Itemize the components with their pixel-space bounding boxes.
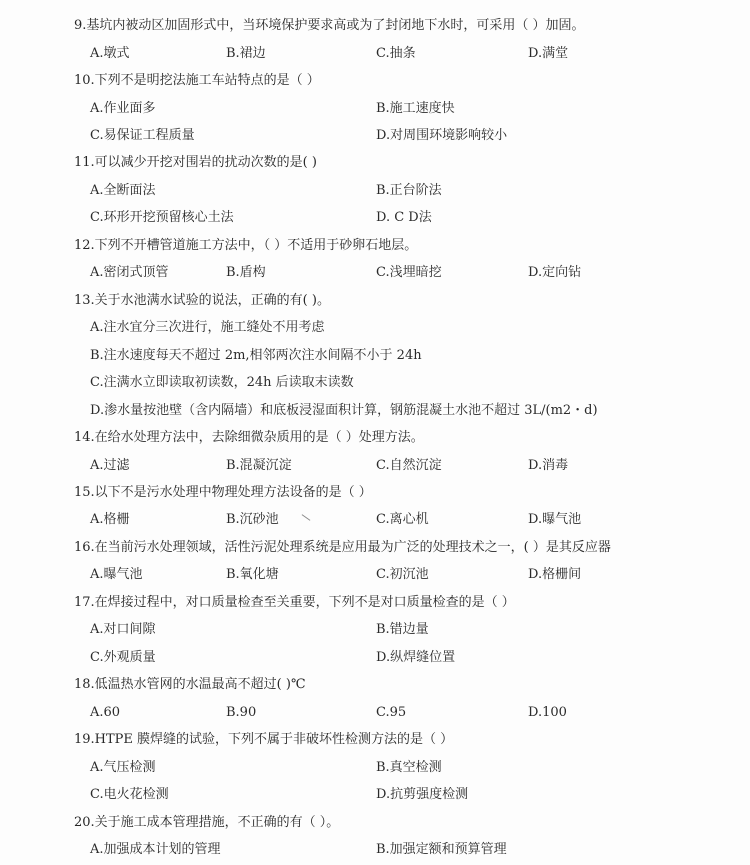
question-19-option-c: C.电火花检测 [90, 787, 169, 802]
question-10-option-a: A.作业面多 [90, 101, 156, 116]
question-9-option-d: D.满堂 [528, 46, 569, 61]
question-12-text: 12.下列不开槽管道施工方法中，（ ）不适用于砂卵石地层。 [74, 238, 418, 253]
question-11-text: 11.可以减少开挖对围岩的扰动次数的是( ) [74, 155, 317, 170]
question-14-option-c: C.自然沉淀 [376, 458, 442, 473]
question-9-option-b: B.裙边 [226, 46, 266, 61]
question-18-option-b: B.90 [226, 705, 257, 720]
question-17-option-d: D.纵焊缝位置 [376, 650, 456, 665]
question-16-option-a: A.曝气池 [90, 567, 143, 582]
question-12-option-a: A.密闭式顶管 [90, 265, 169, 280]
question-18-option-c: C.95 [376, 705, 407, 720]
question-10-option-b: B.施工速度快 [376, 101, 455, 116]
question-20-text: 20.关于施工成本管理措施，不正确的有（ ）。 [74, 815, 340, 830]
question-13-option-a: A.注水宜分三次进行，施工缝处不用考虑 [90, 320, 325, 335]
question-13-option-b: B.注水速度每天不超过 2m,相邻两次注水间隔不小于 24h [90, 348, 422, 363]
question-19-option-b: B.真空检测 [376, 760, 442, 775]
question-15-option-b: B.沉砂池 [226, 512, 279, 527]
question-13-text: 13.关于水池满水试验的说法，正确的有( )。 [74, 293, 330, 308]
question-15-option-c: C.离心机 [376, 512, 429, 527]
question-20-option-b: B.加强定额和预算管理 [376, 842, 507, 857]
question-11-option-d: D. C D法 [376, 210, 432, 225]
question-12-option-d: D.定向钻 [528, 265, 582, 280]
question-18-option-d: D.100 [528, 705, 567, 720]
question-11-option-c: C.环形开挖预留核心土法 [90, 210, 234, 225]
question-10-text: 10.下列不是明挖法施工车站特点的是（ ） [74, 73, 320, 88]
question-9-option-a: A.墩式 [90, 46, 130, 61]
question-19-option-d: D.抗剪强度检测 [376, 787, 469, 802]
question-10-option-c: C.易保证工程质量 [90, 128, 195, 143]
question-12-option-c: C.浅埋暗挖 [376, 265, 442, 280]
question-14-text: 14.在给水处理方法中，去除细微杂质用的是（ ）处理方法。 [74, 430, 424, 445]
question-11-option-a: A.全断面法 [90, 183, 156, 198]
question-15-option-a: A.格栅 [90, 512, 130, 527]
question-14-option-d: D.消毒 [528, 458, 569, 473]
question-14-option-a: A.过滤 [90, 458, 130, 473]
question-9-option-c: C.抽条 [376, 46, 416, 61]
question-18-text: 18.低温热水管网的水温最高不超过( )℃ [74, 677, 306, 692]
question-13-option-c: C.注满水立即读取初读数，24h 后读取末读数 [90, 375, 354, 390]
question-10-option-d: D.对周围环境影响较小 [376, 128, 508, 143]
question-17-option-c: C.外观质量 [90, 650, 156, 665]
question-20-option-a: A.加强成本计划的管理 [90, 842, 221, 857]
question-18-option-a: A.60 [90, 705, 121, 720]
question-12-option-b: B.盾构 [226, 265, 266, 280]
question-16-text: 16.在当前污水处理领域，活性污泥处理系统是应用最为广泛的处理技术之一，( ）是其反应器 [74, 540, 611, 555]
question-16-option-d: D.格栅间 [528, 567, 582, 582]
question-19-option-a: A.气压检测 [90, 760, 156, 775]
question-15-text: 15.以下不是污水处理中物理处理方法设备的是（ ） [74, 485, 372, 500]
question-17-option-a: A.对口间隙 [90, 622, 156, 637]
question-16-option-b: B.氧化塘 [226, 567, 279, 582]
question-17-text: 17.在焊接过程中，对口质量检查至关重要，下列不是对口质量检查的是（ ） [74, 595, 515, 610]
question-19-text: 19.HTPE 膜焊缝的试验，下列不属于非破坏性检测方法的是（ ） [74, 732, 454, 747]
question-17-option-b: B.错边量 [376, 622, 429, 637]
question-9-text: 9.基坑内被动区加固形式中，当环境保护要求高或为了封闭地下水时，可采用（ ）加固。 [74, 18, 585, 33]
question-15-option-d: D.曝气池 [528, 512, 582, 527]
stray-pen-mark [302, 514, 311, 521]
question-14-option-b: B.混凝沉淀 [226, 458, 292, 473]
question-16-option-c: C.初沉池 [376, 567, 429, 582]
question-11-option-b: B.正台阶法 [376, 183, 442, 198]
question-13-option-d: D.渗水量按池壁（含内隔墙）和底板浸湿面积计算，钢筋混凝土水池不超过 3L/(m2・d) [90, 403, 598, 418]
